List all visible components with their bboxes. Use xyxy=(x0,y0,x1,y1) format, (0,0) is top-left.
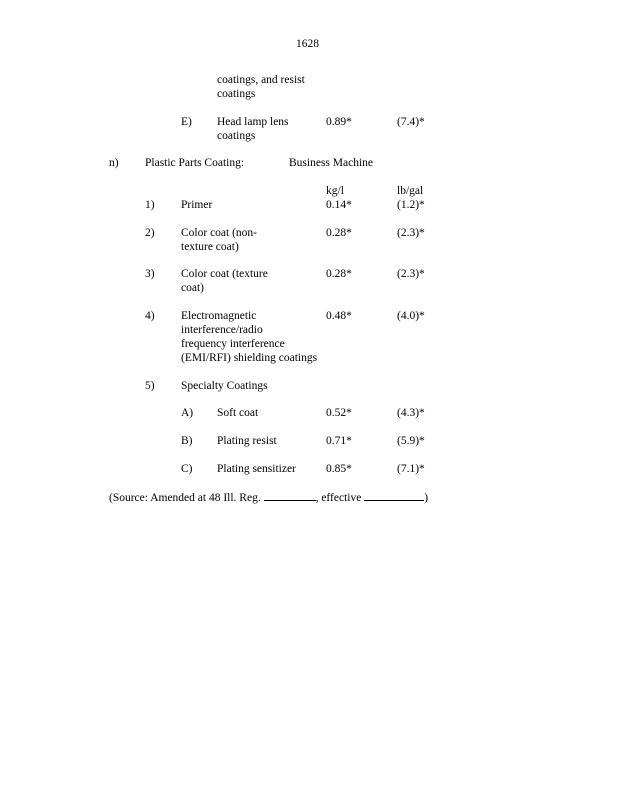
source-line xyxy=(109,490,428,505)
source-middle: , effective xyxy=(315,492,362,504)
item-e-lb-value: (7.4)* xyxy=(397,116,425,128)
item-e-kg-value: 0.89* xyxy=(326,116,352,128)
item-3-kg-value: 0.28* xyxy=(326,268,352,280)
item-2-desc-line2: texture coat) xyxy=(181,241,239,253)
item-e-desc-line2: coatings xyxy=(217,130,256,142)
item-1-number: 1) xyxy=(145,199,155,211)
item-3-desc-line2: coat) xyxy=(181,282,204,294)
item-5-desc: Specialty Coatings xyxy=(181,380,268,392)
continued-text-line1: coatings, and resist xyxy=(217,74,305,86)
item-e-label: E) xyxy=(181,116,192,128)
specialty-b-desc: Plating resist xyxy=(217,435,277,447)
item-4-desc-line4: (EMI/RFI) shielding coatings xyxy=(181,352,318,364)
item-4-desc-line1: Electromagnetic xyxy=(181,310,257,322)
item-2-number: 2) xyxy=(145,227,155,239)
specialty-c-lb-value: (7.1)* xyxy=(397,463,425,475)
item-1-desc: Primer xyxy=(181,199,213,211)
item-4-kg-value: 0.48* xyxy=(326,310,352,322)
source-prefix: (Source: Amended at 48 Ill. Reg. xyxy=(109,492,261,504)
item-2-desc-line1: Color coat (non- xyxy=(181,227,258,239)
specialty-a-label: A) xyxy=(181,407,194,419)
item-4-desc-line3: frequency interference xyxy=(181,338,285,350)
item-3-lb-value: (2.3)* xyxy=(397,268,425,280)
item-4-desc-line2: interference/radio xyxy=(181,324,263,336)
specialty-b-label: B) xyxy=(181,435,193,447)
specialty-b-lb-value: (5.9)* xyxy=(397,435,425,447)
item-1-kg-value: 0.14* xyxy=(326,199,352,211)
reg-blank xyxy=(264,490,316,501)
section-n-title: Plastic Parts Coating: xyxy=(145,157,245,169)
specialty-a-lb-value: (4.3)* xyxy=(397,407,425,419)
source-suffix: ) xyxy=(424,492,429,504)
item-e-desc-line1: Head lamp lens xyxy=(217,116,289,128)
item-2-lb-value: (2.3)* xyxy=(397,227,425,239)
section-n-label: n) xyxy=(109,157,119,169)
section-n-subtitle: Business Machine xyxy=(289,157,374,169)
item-2-kg-value: 0.28* xyxy=(326,227,352,239)
page-number: 1628 xyxy=(296,38,319,50)
effective-date-blank xyxy=(364,490,424,501)
units-lb-header: lb/gal xyxy=(397,185,424,197)
item-5-number: 5) xyxy=(145,380,155,392)
specialty-c-desc: Plating sensitizer xyxy=(217,463,296,475)
specialty-b-kg-value: 0.71* xyxy=(326,435,352,447)
item-3-desc-line1: Color coat (texture xyxy=(181,268,268,280)
item-4-number: 4) xyxy=(145,310,155,322)
item-4-lb-value: (4.0)* xyxy=(397,310,425,322)
specialty-c-kg-value: 0.85* xyxy=(326,463,352,475)
item-3-number: 3) xyxy=(145,268,155,280)
item-1-lb-value: (1.2)* xyxy=(397,199,425,211)
specialty-a-kg-value: 0.52* xyxy=(326,407,352,419)
continued-text-line2: coatings xyxy=(217,88,256,100)
specialty-a-desc: Soft coat xyxy=(217,407,259,419)
specialty-c-label: C) xyxy=(181,463,193,475)
units-kg-header: kg/l xyxy=(326,185,344,197)
